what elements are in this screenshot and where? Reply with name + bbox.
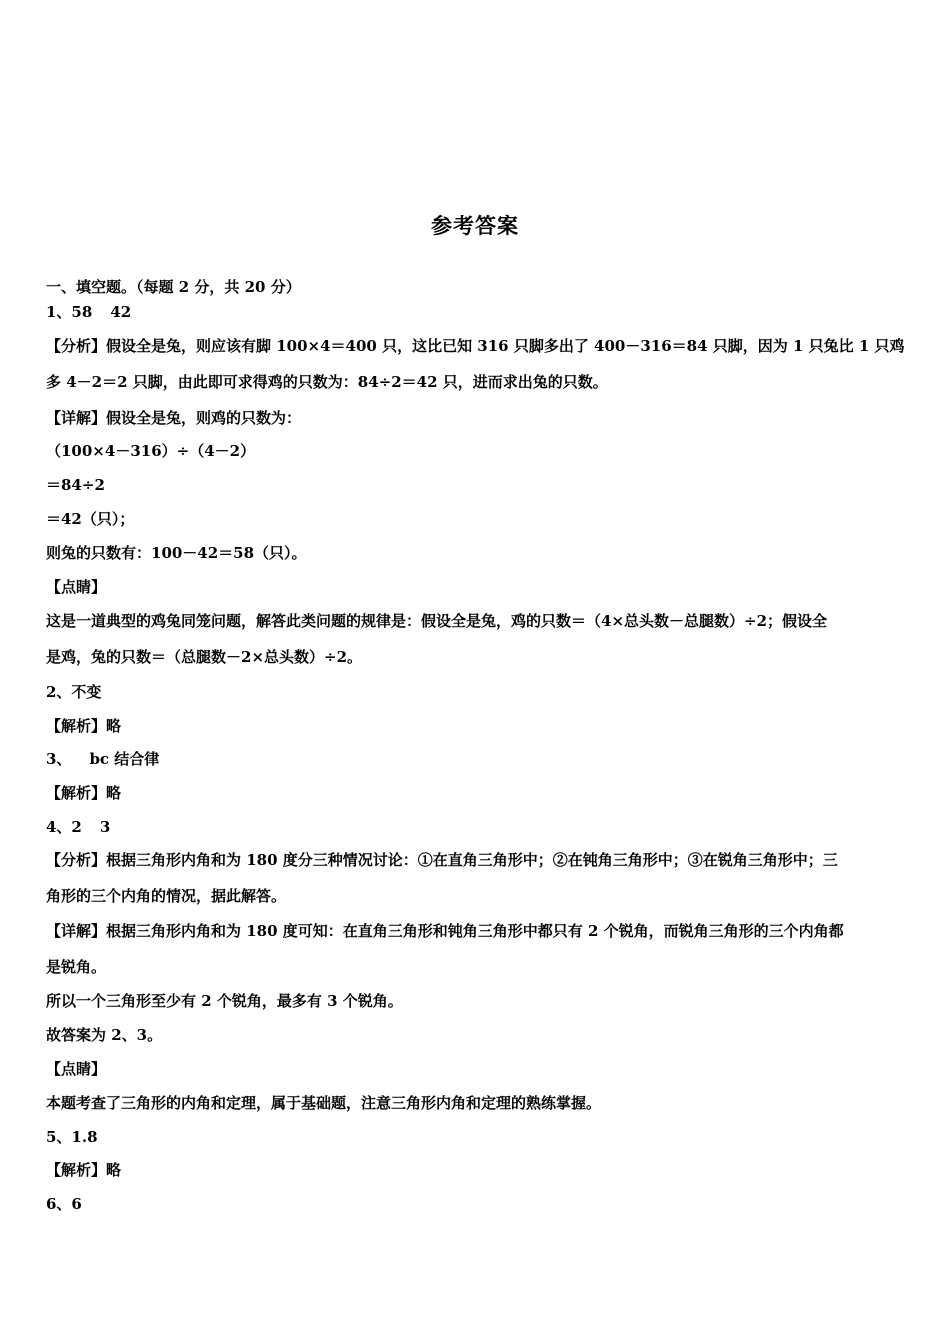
answer-4-number: 4、2 [46,818,82,836]
detail-line: 所以一个三角形至少有 2 个锐角，最多有 3 个锐角。 [46,992,403,1010]
explanation-line: 【解析】略 [46,784,122,802]
detail-line: 【详解】假设全是兔，则鸡的只数为： [46,409,302,427]
remark-line: 这是一道典型的鸡兔同笼问题，解答此类问题的规律是：假设全是兔，鸡的只数＝（4×总头数－总腿数）÷2；假设全 [46,612,828,630]
analysis-line: 角形的三个内角的情况，据此解答。 [46,887,287,905]
answer-3-text: bc 结合律 [89,750,160,768]
explanation-line: 【解析】略 [46,1161,122,1179]
answer-1 [46,302,131,322]
remark-heading: 【点睛】 [46,1060,107,1078]
remark-line: 本题考查了三角形的内角和定理，属于基础题，注意三角形内角和定理的熟练掌握。 [46,1094,602,1112]
answer-1-second: 42 [110,303,132,321]
answer-1-number: 1、58 [46,303,93,321]
remark-heading: 【点睛】 [46,578,107,596]
detail-line: 是锐角。 [46,958,107,976]
answer-3-number: 3、 [46,750,72,768]
answer-2: 2、不变 [46,683,102,701]
equation-line: ＝84÷2 [46,476,105,494]
analysis-line: 【分析】假设全是兔，则应该有脚 100×4＝400 只，这比已知 316 只脚多出了 400－316＝84 只脚，因为 1 只兔比 1 只鸡 [46,337,905,355]
detail-line: 【详解】根据三角形内角和为 180 度可知：在直角三角形和钝角三角形中都只有 2 个锐角，而锐角三角形的三个内角都 [46,922,844,940]
answer-6: 6、6 [46,1195,82,1213]
answer-3 [46,749,159,769]
page-title: 参考答案 [431,213,519,238]
result-line: 则兔的只数有：100－42＝58（只）。 [46,544,307,562]
explanation-line: 【解析】略 [46,717,122,735]
equation-line: ＝42（只）； [46,510,135,528]
answer-5: 5、1.8 [46,1128,98,1146]
result-line: 故答案为 2、3。 [46,1026,163,1044]
analysis-line: 多 4－2＝2 只脚，由此即可求得鸡的只数为：84÷2＝42 只，进而求出兔的只数。 [46,373,608,391]
answer-4 [46,817,110,837]
answer-4-second: 3 [99,818,111,836]
analysis-line: 【分析】根据三角形内角和为 180 度分三种情况讨论：①在直角三角形中；②在钝角三角形中；③在锐角三角形中；三 [46,851,838,869]
section-heading: 一、填空题。（每题 2 分，共 20 分） [46,278,301,296]
equation-line: （100×4－316）÷（4－2） [46,442,256,460]
remark-line: 是鸡，兔的只数＝（总腿数－2×总头数）÷2。 [46,648,363,666]
